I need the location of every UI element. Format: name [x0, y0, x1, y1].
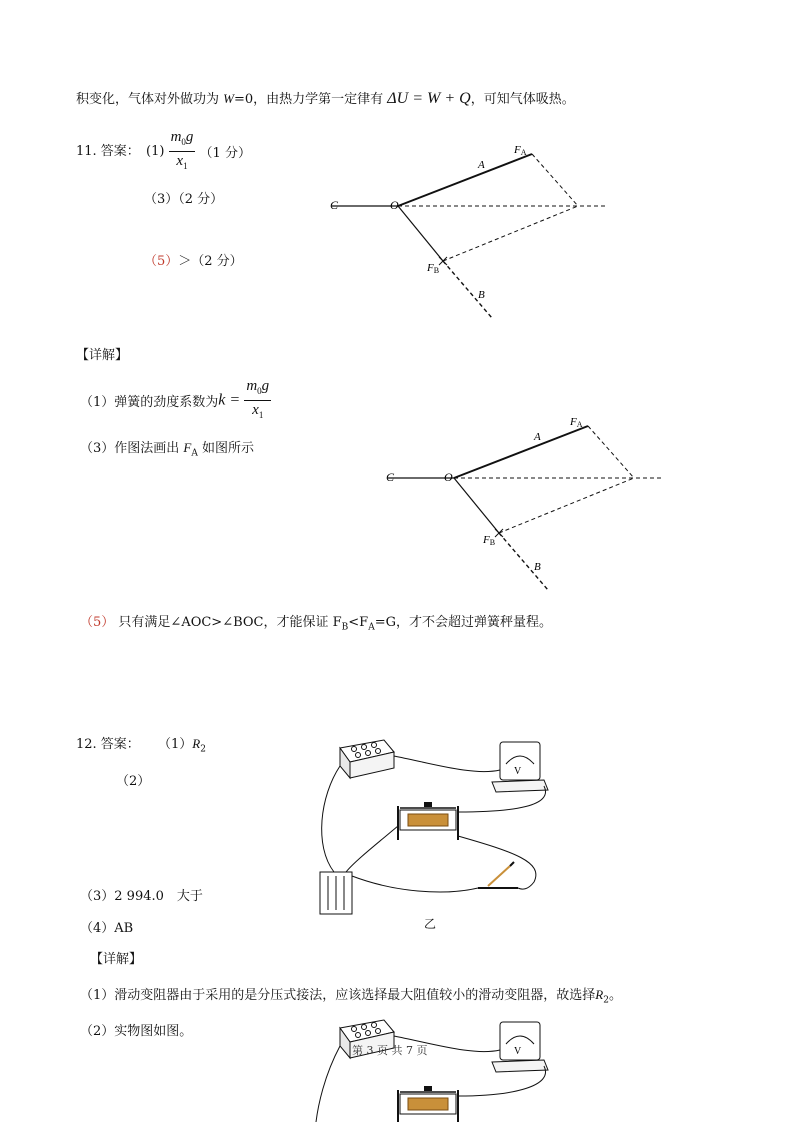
figure-label-yi: 乙	[424, 917, 437, 931]
q11-a1-num: (1)	[146, 144, 165, 159]
d5-num: （5）	[80, 615, 115, 630]
label-o: O	[390, 198, 399, 212]
circuit-figure-1	[314, 736, 554, 920]
q12-d1-r-sub: 2	[603, 995, 609, 1006]
label-fb: FB	[427, 262, 440, 275]
d1-text: （1）弹簧的劲度系数为	[80, 395, 219, 410]
q11-answer-5	[144, 250, 243, 269]
line-ob	[398, 206, 443, 261]
first-law-formula: ΔU = W + Q	[387, 90, 471, 107]
line1-post: ，可知气体吸热。	[470, 92, 575, 107]
d5-fb-sub: B	[341, 622, 349, 633]
label-b-2: B	[534, 561, 541, 573]
frac-g: g	[185, 129, 194, 145]
resistance-box	[340, 740, 394, 778]
q12-detail-2: （2）实物图如图。	[80, 1024, 193, 1039]
d3-text2: 如图所示	[202, 441, 255, 456]
q11-label: 11. 答案：	[76, 144, 140, 159]
q12-label: 12. 答案：	[76, 737, 140, 752]
d5-lt: <F	[348, 615, 369, 630]
force-diagram-2	[376, 410, 676, 595]
d1-k: k =	[218, 391, 241, 409]
parallel-1	[532, 154, 578, 206]
q11-detail-5	[80, 611, 552, 633]
force-diagram-1	[320, 138, 620, 323]
q12-answer-2: （2）	[116, 774, 151, 789]
label-fa-2: FA	[570, 416, 583, 429]
q11-detail-1	[80, 377, 271, 424]
page-footer: 第 3 页 共 7 页	[352, 1044, 428, 1057]
text-line-1	[76, 88, 575, 108]
q11-detail-3	[80, 437, 254, 459]
d3-text: （3）作图法画出	[80, 441, 180, 456]
q12-d1-text: （1）滑动变阻器由于采用的是分压式接法，应该选择最大阻值较小的滑动变阻器，故选择	[80, 988, 596, 1003]
q12-detail-title: 【详解】	[90, 952, 143, 967]
label-o-2: O	[444, 470, 453, 484]
q12-detail-1	[80, 984, 622, 1006]
q11-a5-text: ＞（2 分）	[178, 254, 243, 269]
q12-answer-3: （3）2 994.0 大于	[80, 889, 203, 904]
label-fa: FA	[514, 144, 527, 157]
frac-m: m	[170, 129, 182, 145]
q11-answer-1	[146, 128, 251, 175]
frac-x: x	[176, 153, 184, 169]
voltmeter-label-2: V	[514, 1046, 522, 1057]
q12-a1: （1）	[158, 737, 193, 752]
voltmeter-label: V	[514, 766, 522, 777]
circuit-figure-2	[314, 1016, 554, 1122]
battery	[320, 872, 352, 914]
d5-tail: =G，才不会超过弹簧秤量程。	[374, 615, 552, 630]
q11-a1-score: （1 分）	[199, 146, 251, 161]
rheostat	[398, 802, 458, 840]
q11-a1-fraction	[169, 128, 196, 175]
w-var: W	[223, 91, 234, 106]
q12-d1-end: 。	[608, 988, 622, 1003]
q12-answer-4: （4）AB	[80, 921, 134, 936]
q11-detail-title: 【详解】	[76, 348, 129, 363]
d5-text: 只有满足∠AOC>∠BOC，才能保证 F	[118, 615, 342, 630]
d1-fraction: $\frac{m_0g}{x_1}$	[246, 378, 270, 420]
label-a: A	[478, 159, 485, 171]
q12-a1-r: R	[192, 736, 201, 751]
d3-fa-sub: A	[191, 448, 198, 459]
label-a-2: A	[534, 431, 541, 443]
w-eq: =0，由热力学第一定律有	[233, 92, 388, 107]
q12-answer-1	[158, 733, 206, 755]
label-b: B	[478, 289, 485, 301]
frac-m-sub: 0	[181, 137, 186, 147]
d3-fa: F	[183, 440, 192, 455]
q12-d1-r: R	[595, 987, 604, 1002]
line-oa	[398, 154, 532, 206]
label-c-2: C	[386, 470, 395, 484]
q11-a5-num: （5）	[144, 254, 179, 269]
label-fb-2: FB	[483, 534, 496, 547]
rheostat-2	[398, 1086, 458, 1122]
label-c: C	[330, 198, 339, 212]
line1-pre: 积变化，气体对外做功为	[76, 92, 224, 107]
switch	[478, 862, 518, 888]
q11-answer-3: （3）（2 分）	[144, 192, 224, 207]
voltmeter	[492, 742, 548, 792]
parallel-2	[443, 206, 578, 261]
d5-fa-sub: A	[368, 622, 375, 633]
q12-a1-r-sub: 2	[200, 744, 206, 755]
frac-x-sub: 1	[183, 161, 188, 171]
voltmeter-2	[492, 1022, 548, 1072]
